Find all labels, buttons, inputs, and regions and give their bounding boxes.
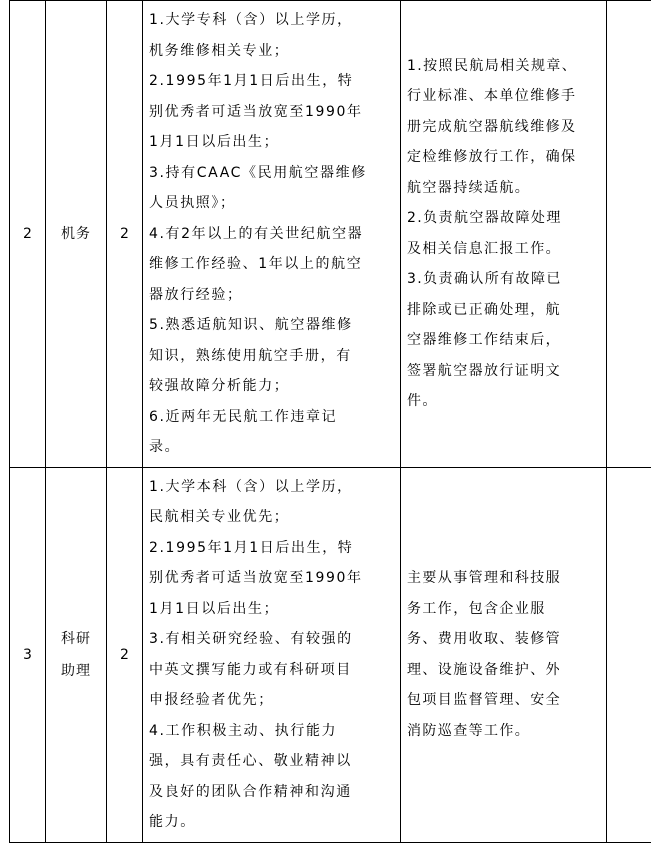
requirements-cell (143, 467, 401, 842)
duty-line: 务、费用收取、装修管 (407, 624, 602, 655)
duty-line: 航空器持续适航。 (407, 173, 602, 204)
requirement-line: 及良好的团队合作精神和沟通 (149, 777, 396, 808)
requirement-line: 强，具有责任心、敬业精神以 (149, 746, 396, 777)
requirement-line: 录。 (149, 432, 396, 463)
requirement-line: 别优秀者可适当放宽至1990年 (149, 97, 396, 128)
requirement-line: 别优秀者可适当放宽至1990年 (149, 563, 396, 594)
post-name-text: 机务 (46, 218, 106, 250)
requirement-line: 1月1日以后出生； (149, 594, 396, 625)
duty-line: 及相关信息汇报工作。 (407, 234, 602, 265)
requirement-line: 4.有2年以上的有关世纪航空器 (149, 219, 396, 250)
requirement-line: 申报经验者优先； (149, 685, 396, 716)
duties-cell (401, 1, 607, 468)
requirement-line: 5.熟悉适航知识、航空器维修 (149, 310, 396, 341)
duty-line: 空器维修工作结束后， (407, 325, 602, 356)
headcount-cell: 2 (107, 467, 143, 842)
requirement-line: 人员执照》； (149, 188, 396, 219)
remarks-cell (607, 1, 651, 468)
requirement-line: 1月1日以后出生； (149, 127, 396, 158)
remarks-cell (607, 467, 651, 842)
row-number-cell: 3 (10, 467, 46, 842)
duty-line: 定检维修放行工作，确保 (407, 142, 602, 173)
requirement-line: 1.大学本科（含）以上学历， (149, 472, 396, 503)
duty-line: 3.负责确认所有故障已 (407, 264, 602, 295)
table-row (10, 1, 651, 468)
duty-line: 行业标准、本单位维修手 (407, 81, 602, 112)
duty-line: 排除或已正确处理，航 (407, 295, 602, 326)
row-number-cell: 2 (10, 1, 46, 468)
requirement-line: 4.工作积极主动、执行能力 (149, 716, 396, 747)
duties-cell (401, 467, 607, 842)
duty-line: 务工作，包含企业服 (407, 594, 602, 625)
post-name-cell (46, 1, 107, 468)
post-name-cell (46, 467, 107, 842)
headcount-cell: 2 (107, 1, 143, 468)
requirement-line: 2.1995年1月1日后出生，特 (149, 66, 396, 97)
requirement-line: 6.近两年无民航工作违章记 (149, 402, 396, 433)
requirement-line: 知识，熟练使用航空手册，有 (149, 341, 396, 372)
post-name-text: 助理 (46, 655, 106, 687)
duty-line: 签署航空器放行证明文 (407, 356, 602, 387)
requirement-line: 中英文撰写能力或有科研项目 (149, 655, 396, 686)
duty-line: 册完成航空器航线维修及 (407, 112, 602, 143)
table-row (10, 467, 651, 842)
requirement-line: 较强故障分析能力； (149, 371, 396, 402)
duty-line: 理、设施设备维护、外 (407, 655, 602, 686)
requirement-line: 机务维修相关专业； (149, 36, 396, 67)
requirement-line: 3.有相关研究经验、有较强的 (149, 624, 396, 655)
requirement-line: 3.持有CAAC《民用航空器维修 (149, 158, 396, 189)
requirements-cell (143, 1, 401, 468)
duty-line: 1.按照民航局相关规章、 (407, 51, 602, 82)
duty-line: 包项目监督管理、安全 (407, 685, 602, 716)
requirement-line: 1.大学专科（含）以上学历， (149, 5, 396, 36)
post-name-text: 科研 (46, 623, 106, 655)
requirement-line: 维修工作经验、1年以上的航空 (149, 249, 396, 280)
duty-line: 件。 (407, 386, 602, 417)
requirement-line: 2.1995年1月1日后出生，特 (149, 533, 396, 564)
duty-line: 2.负责航空器故障处理 (407, 203, 602, 234)
requirement-line: 能力。 (149, 807, 396, 838)
duty-line: 消防巡查等工作。 (407, 716, 602, 747)
recruitment-table (9, 0, 651, 843)
requirement-line: 器放行经验； (149, 280, 396, 311)
duty-line: 主要从事管理和科技服 (407, 563, 602, 594)
requirement-line: 民航相关专业优先； (149, 502, 396, 533)
